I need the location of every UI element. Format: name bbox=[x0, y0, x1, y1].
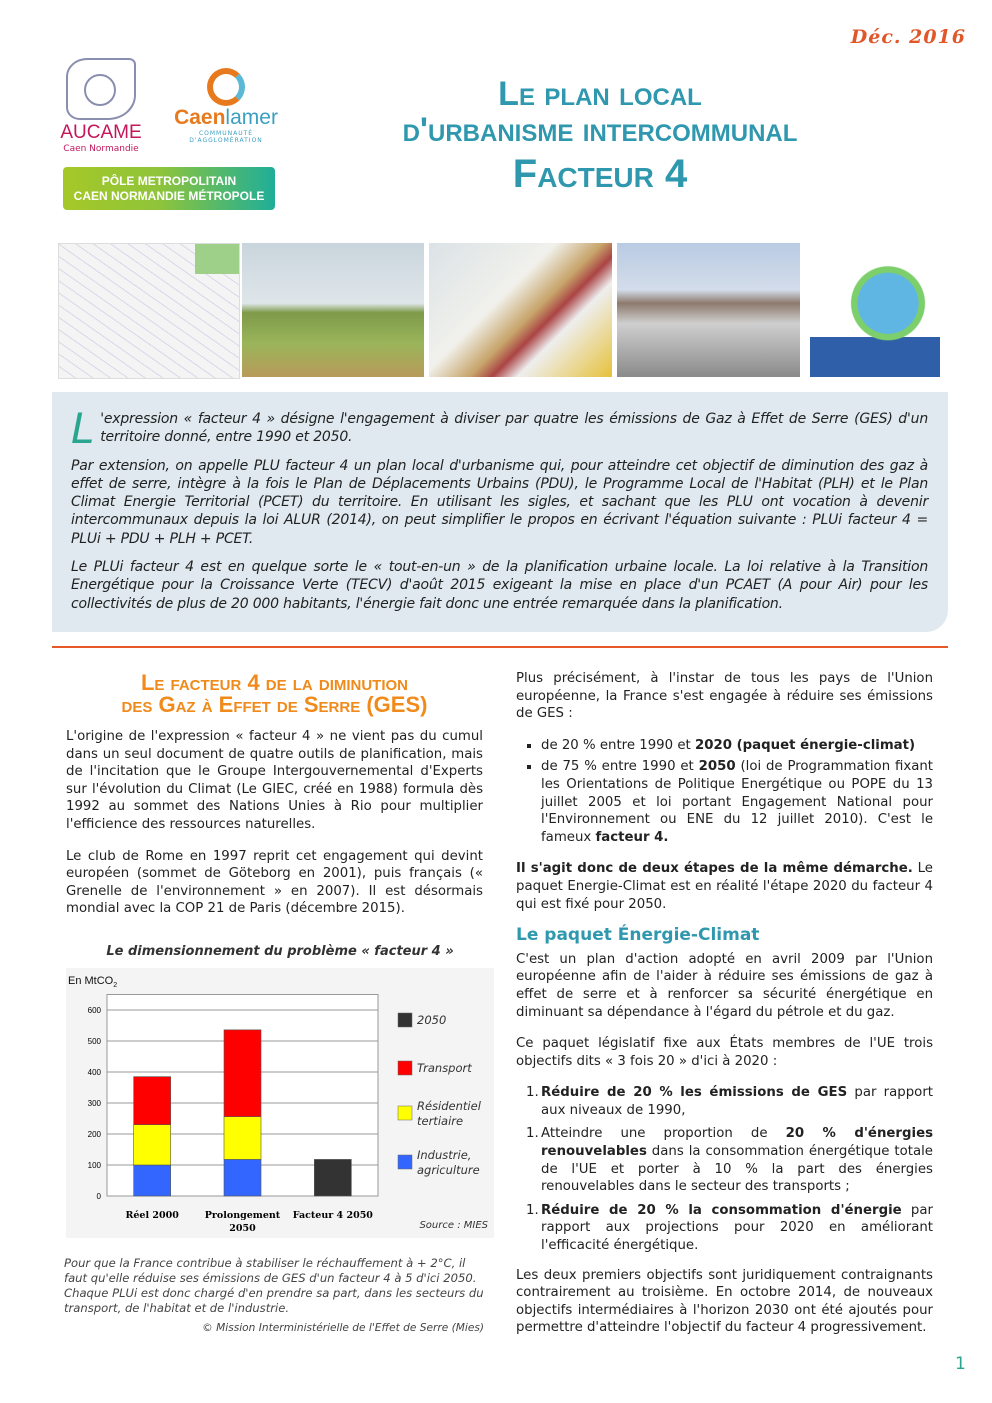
legend-label: Industrie, bbox=[417, 1148, 472, 1162]
right-p4: Ce paquet législatif fixe aux États membres de l'UE trois objectifs dits « 3 fois 20 » d'ici à 2020 : bbox=[516, 1036, 933, 1069]
list-item: ▪ de 20 % entre 1990 et 2020 (paquet énergie-climat) bbox=[541, 737, 933, 755]
y-tick-label: 600 bbox=[87, 1006, 101, 1015]
divider bbox=[52, 646, 948, 648]
x-tick-label: Prolongement bbox=[204, 1210, 281, 1221]
y-tick-label: 200 bbox=[87, 1130, 101, 1139]
right-p2: Il s'agit donc de deux étapes de la même démarche. Le paquet Energie-Climat est en réalité l'étape 2020 du facteur 4 qui est fixé pour 2050. bbox=[516, 861, 933, 912]
chart bbox=[60, 940, 500, 1240]
pole-line1: PÔLE METROPOLITAIN bbox=[101, 174, 237, 188]
left-column bbox=[66, 672, 483, 932]
y-tick-label: 0 bbox=[96, 1192, 101, 1201]
photo-field-pylons bbox=[242, 243, 424, 377]
section-heading-facteur4 bbox=[66, 672, 483, 716]
intro-p3: Le PLUi facteur 4 est en quelque sorte le « tout-en-un » de la planification urbaine locale. La loi relative à la Transition Energétique pour la Croissance Verte (TECV) d'août 2015 exigeant la mise en place d'un PCAET (A pour Air) pour les collectivités de plus de 20 000 habitants, l'énergie fait donc une entrée remarquée dans la planification. bbox=[71, 559, 928, 612]
x-tick-label: 2050 bbox=[229, 1223, 256, 1234]
y-tick-label: 300 bbox=[87, 1099, 101, 1108]
chart-credit: © Mission Interministérielle de l'Effet de Serre (Mies) bbox=[202, 1322, 484, 1334]
targets-list bbox=[516, 737, 933, 847]
y-axis-label: En MtCO$_2$ bbox=[68, 975, 118, 989]
bar-segment bbox=[314, 1159, 351, 1196]
legend-label: Transport bbox=[417, 1061, 472, 1075]
chart-svg bbox=[60, 940, 500, 1240]
pole-metropolitain-logo bbox=[63, 167, 275, 210]
aucame-name: AUCAME bbox=[60, 122, 142, 143]
legend-label: Résidentiel bbox=[417, 1099, 481, 1113]
legend-label: 2050 bbox=[417, 1013, 447, 1027]
caenlamer-ring-icon bbox=[207, 68, 245, 106]
x-tick-label: Facteur 4 2050 bbox=[292, 1210, 373, 1221]
legend-label: agriculture bbox=[417, 1163, 480, 1177]
intro-p1 bbox=[71, 404, 928, 453]
aucame-logo bbox=[56, 58, 146, 154]
y-tick-label: 500 bbox=[87, 1037, 101, 1046]
title-line3: Facteur 4 bbox=[512, 152, 688, 196]
bar-segment bbox=[224, 1030, 261, 1117]
legend-label: tertiaire bbox=[417, 1114, 464, 1128]
drop-cap: L bbox=[71, 404, 95, 453]
heading-line2: des Gaz à Effet de Serre (GES) bbox=[121, 692, 428, 717]
chart-title: Le dimensionnement du problème « facteur 4 » bbox=[106, 944, 454, 959]
photo-map bbox=[58, 243, 240, 379]
page-title bbox=[300, 75, 900, 196]
page-number: 1 bbox=[955, 1354, 966, 1374]
bar-segment bbox=[134, 1165, 171, 1196]
bar-segment bbox=[134, 1077, 171, 1125]
photo-house-model bbox=[429, 243, 612, 377]
heading-line1: Le facteur 4 de la diminution bbox=[140, 670, 409, 695]
x-tick-label: Réel 2000 bbox=[125, 1210, 179, 1221]
intro-p1-text: 'expression « facteur 4 » désigne l'engagement à diviser par quatre les émissions de Gaz à Effet de Serre (GES) d'un territoire donné, entre 1990 et 2050. bbox=[100, 411, 928, 446]
caenlamer-logo bbox=[164, 68, 288, 144]
right-p1: Plus précisément, à l'instar de tous les pays de l'Union européenne, la France s'est engagée à réduire ses émissions de GES : bbox=[516, 671, 933, 722]
list-item: ▪ de 75 % entre 1990 et 2050 (loi de Programmation fixant les Orientations de Politique Energétique ou POPE du 13 juillet 2005 et loi portant Engagement National pour l'Environnement ou ENE du 12 juillet 2010). C'est le fameux facteur 4. bbox=[541, 758, 933, 846]
section-heading-paquet: Le paquet Énergie-Climat bbox=[516, 925, 760, 946]
legend-swatch bbox=[398, 1013, 412, 1027]
right-column bbox=[516, 670, 933, 1351]
chart-source: Source : MIES bbox=[419, 1220, 488, 1231]
intro-p2: Par extension, on appelle PLU facteur 4 un plan local d'urbanisme qui, pour atteindre cet objectif de diminution des gaz à effet de serre, intègre à la fois le Plan de Déplacements Urbains (PDU), le Programme Local de l'Habitat (PLH) et le Plan Climat Energie Territorial (PCET) du territoire. En utilisant les sigles, et sachant que les PLU ont vocation à devenir intercommunaux depuis la loi ALUR (2014), on peut simplifier le propos en écrivant l'équation suivante : PLUi facteur 4 = PLUi + PDU + PLH + PCET. bbox=[71, 457, 928, 547]
chart-caption: Pour que la France contribue à stabiliser le réchauffement à + 2°C, il faut qu'elle réduise ses émissions de GES d'un facteur 4 à 5 d'ici 2050. Chaque PLUi est donc chargé d'en prendre sa part, dans les secteurs du transport, de l'habitat et de l'industrie. bbox=[64, 1256, 484, 1315]
intro-box bbox=[52, 392, 948, 632]
y-tick-label: 100 bbox=[87, 1161, 101, 1170]
legend-swatch bbox=[398, 1106, 412, 1120]
bar-segment bbox=[224, 1117, 261, 1160]
bar-segment bbox=[224, 1159, 261, 1196]
caenlamer-name-a: Caen bbox=[174, 106, 226, 129]
caenlamer-sub: COMMUNAUTÉ D'AGGLOMÉRATION bbox=[189, 130, 263, 144]
aucame-emblem-icon bbox=[66, 58, 136, 120]
photo-globe-solar-wind bbox=[810, 243, 940, 377]
publication-date: Déc. 2016 bbox=[850, 26, 966, 48]
y-tick-label: 400 bbox=[87, 1068, 101, 1077]
pole-line2: CAEN NORMANDIE MÉTROPOLE bbox=[73, 189, 265, 203]
right-p5: Les deux premiers objectifs sont juridiquement contraignants contrairement au troisième. En octobre 2014, de nouveaux objectifs intermédiaires à l'horizon 2030 ont été ajoutés pour permettre d'atteindre l'objectif du facteur 4 progressivement. bbox=[516, 1267, 933, 1336]
legend-swatch bbox=[398, 1155, 412, 1169]
list-item: 1. Réduire de 20 % les émissions de GES par rapport aux niveaux de 1990, bbox=[541, 1084, 933, 1119]
caenlamer-name-b: lamer bbox=[225, 106, 278, 129]
title-line1: Le plan local bbox=[498, 75, 702, 113]
right-p3: C'est un plan d'action adopté en avril 2009 par l'Union européenne afin de l'aider à réduire ses émissions de gaz à effet de serre et à renforcer sa sécurité énergétique en diminuant sa dépendance à l'égard du pétrole et du gaz. bbox=[516, 951, 933, 1020]
legend-swatch bbox=[398, 1061, 412, 1075]
bar-segment bbox=[134, 1125, 171, 1165]
list-item: 1. Réduire de 20 % la consommation d'énergie par rapport aux projections pour 2020 en améliorant l'efficacité énergétique. bbox=[541, 1202, 933, 1255]
objectives-list bbox=[516, 1084, 933, 1254]
title-line2: d'urbanisme intercommunal bbox=[402, 111, 798, 149]
left-p2: Le club de Rome en 1997 reprit cet engagement qui devint européen (sommet de Göteborg en 2001), puis français (« Grenelle de l'environnement » en 2007). Il est désormais mondial avec la COP 21 de Paris (décembre 2015). bbox=[66, 848, 483, 917]
left-p1: L'origine de l'expression « facteur 4 » ne vient pas du cumul dans un seul document de quatre outils de planification, mais de l'incitation que le Groupe Intergouvernemental d'Experts sur l'évolution du Climat (Le GIEC, créé en 1988) formula dès 1992 au sommet des Nations Unies à Rio pour multiplier l'efficience des ressources naturelles. bbox=[66, 729, 483, 832]
aucame-sub: Caen Normandie bbox=[63, 144, 139, 154]
photo-street-houses bbox=[617, 243, 800, 377]
list-item: 1. Atteindre une proportion de 20 % d'énergies renouvelables dans la consommation énergétique totale de l'UE et porter à 10 % la part des énergies renouvelables dans le secteur des transports ; bbox=[541, 1125, 933, 1195]
